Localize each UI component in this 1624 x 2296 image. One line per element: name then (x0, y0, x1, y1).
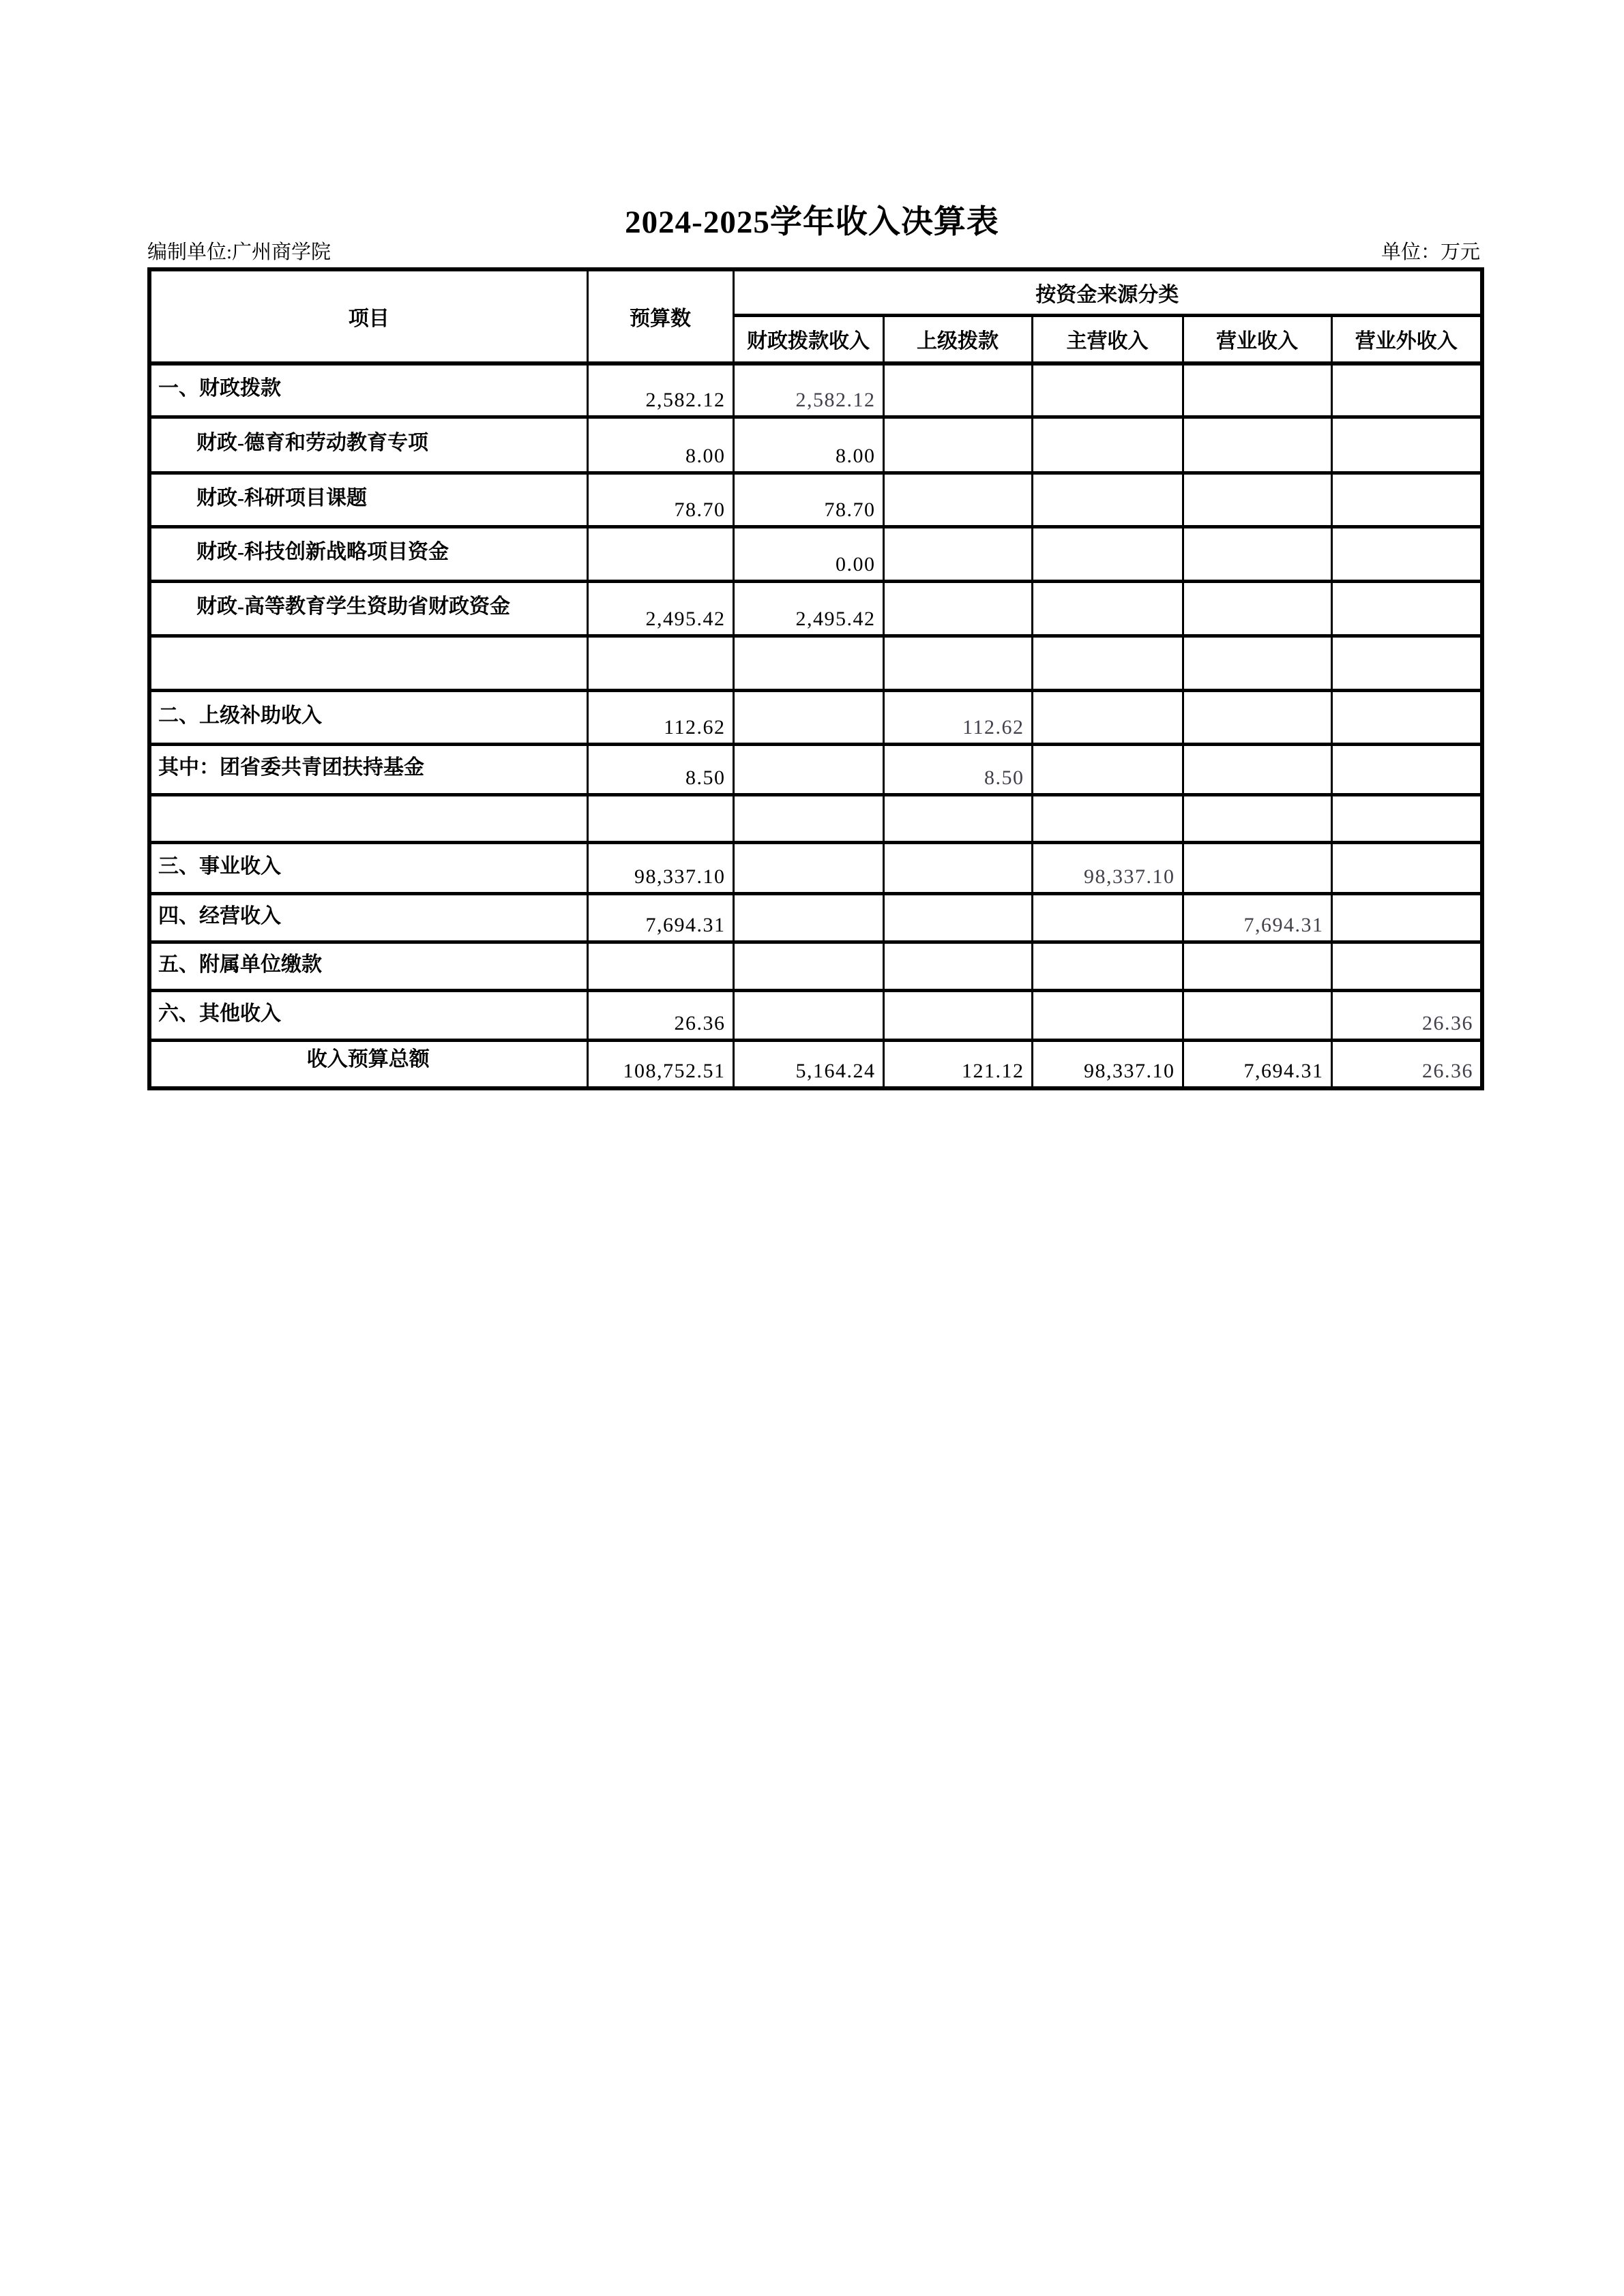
cell-budget: 8.00 (587, 417, 733, 473)
cell-operating-income (1183, 690, 1331, 744)
cell-non-operating-income (1331, 417, 1482, 473)
cell-operating-income (1183, 942, 1331, 990)
cell-main-income (1032, 744, 1183, 794)
cell-superior-grant (883, 526, 1032, 581)
cell-fiscal-grant-income (733, 893, 883, 942)
cell-budget: 2,582.12 (587, 363, 733, 417)
cell-superior-grant (883, 942, 1032, 990)
cell-non-operating-income (1331, 636, 1482, 690)
cell-budget: 2,495.42 (587, 581, 733, 636)
row-label (149, 636, 587, 690)
cell-budget: 78.70 (587, 473, 733, 526)
cell-superior-grant: 112.62 (883, 690, 1032, 744)
cell-fiscal-grant-income: 2,582.12 (733, 363, 883, 417)
cell-non-operating-income (1331, 526, 1482, 581)
cell-superior-grant: 121.12 (883, 1040, 1032, 1088)
cell-main-income (1032, 990, 1183, 1040)
row-label: 其中：团省委共青团扶持基金 (149, 744, 587, 794)
cell-operating-income: 7,694.31 (1183, 1040, 1331, 1088)
cell-budget (587, 794, 733, 842)
cell-fiscal-grant-income (733, 942, 883, 990)
cell-main-income (1032, 893, 1183, 942)
cell-budget (587, 636, 733, 690)
cell-operating-income (1183, 842, 1331, 893)
cell-main-income: 98,337.10 (1032, 1040, 1183, 1088)
cell-fiscal-grant-income: 78.70 (733, 473, 883, 526)
cell-main-income (1032, 794, 1183, 842)
cell-budget (587, 942, 733, 990)
header-non-operating-income: 营业外收入 (1331, 315, 1482, 363)
cell-budget: 108,752.51 (587, 1040, 733, 1088)
cell-superior-grant: 8.50 (883, 744, 1032, 794)
table-row (149, 744, 1482, 794)
cell-superior-grant (883, 636, 1032, 690)
cell-non-operating-income: 26.36 (1331, 990, 1482, 1040)
cell-operating-income (1183, 794, 1331, 842)
row-label: 一、财政拨款 (149, 363, 587, 417)
row-label: 财政-高等教育学生资助省财政资金 (149, 581, 587, 636)
header-main-income: 主营收入 (1032, 315, 1183, 363)
cell-budget: 8.50 (587, 744, 733, 794)
table-row-total (149, 1040, 1482, 1088)
cell-superior-grant (883, 893, 1032, 942)
row-label: 二、上级补助收入 (149, 690, 587, 744)
cell-main-income (1032, 581, 1183, 636)
table-row (149, 526, 1482, 581)
cell-operating-income (1183, 990, 1331, 1040)
header-item: 项目 (149, 269, 587, 363)
cell-superior-grant (883, 990, 1032, 1040)
prepared-by-label: 编制单位:广州商学院 (147, 241, 331, 263)
income-statement-table (147, 267, 1484, 1090)
cell-main-income (1032, 942, 1183, 990)
table-row (149, 990, 1482, 1040)
table-row (149, 690, 1482, 744)
row-label: 财政-科技创新战略项目资金 (149, 526, 587, 581)
cell-fiscal-grant-income (733, 842, 883, 893)
cell-non-operating-income (1331, 842, 1482, 893)
cell-operating-income (1183, 526, 1331, 581)
table-row (149, 794, 1482, 842)
cell-fiscal-grant-income (733, 690, 883, 744)
cell-main-income (1032, 363, 1183, 417)
cell-operating-income (1183, 363, 1331, 417)
cell-operating-income (1183, 417, 1331, 473)
cell-fiscal-grant-income: 0.00 (733, 526, 883, 581)
table-row (149, 942, 1482, 990)
cell-non-operating-income (1331, 794, 1482, 842)
cell-budget: 26.36 (587, 990, 733, 1040)
cell-non-operating-income (1331, 942, 1482, 990)
page-title: 2024-2025学年收入决算表 (625, 205, 999, 240)
cell-fiscal-grant-income: 2,495.42 (733, 581, 883, 636)
header-budget: 预算数 (587, 269, 733, 363)
cell-budget: 98,337.10 (587, 842, 733, 893)
cell-non-operating-income: 26.36 (1331, 1040, 1482, 1088)
cell-operating-income (1183, 636, 1331, 690)
row-label: 收入预算总额 (149, 1040, 587, 1088)
row-label (149, 794, 587, 842)
row-label: 财政-科研项目课题 (149, 473, 587, 526)
cell-non-operating-income (1331, 744, 1482, 794)
cell-superior-grant (883, 794, 1032, 842)
cell-budget (587, 526, 733, 581)
cell-main-income (1032, 417, 1183, 473)
meta-line (147, 235, 1480, 265)
table-row (149, 473, 1482, 526)
table-row (149, 581, 1482, 636)
table-row (149, 363, 1482, 417)
cell-fiscal-grant-income (733, 636, 883, 690)
cell-fiscal-grant-income: 8.00 (733, 417, 883, 473)
header-fiscal-grant-income: 财政拨款收入 (733, 315, 883, 363)
cell-main-income (1032, 690, 1183, 744)
table-row (149, 893, 1482, 942)
cell-superior-grant (883, 417, 1032, 473)
cell-non-operating-income (1331, 363, 1482, 417)
cell-fiscal-grant-income (733, 744, 883, 794)
cell-fiscal-grant-income (733, 794, 883, 842)
cell-non-operating-income (1331, 690, 1482, 744)
table-row (149, 417, 1482, 473)
header-superior-grant: 上级拨款 (883, 315, 1032, 363)
row-label: 四、经营收入 (149, 893, 587, 942)
cell-superior-grant (883, 581, 1032, 636)
cell-operating-income (1183, 581, 1331, 636)
cell-operating-income (1183, 744, 1331, 794)
row-label: 财政-德育和劳动教育专项 (149, 417, 587, 473)
cell-budget: 7,694.31 (587, 893, 733, 942)
cell-operating-income (1183, 473, 1331, 526)
cell-superior-grant (883, 473, 1032, 526)
table-row (149, 636, 1482, 690)
cell-main-income (1032, 526, 1183, 581)
cell-superior-grant (883, 363, 1032, 417)
cell-main-income: 98,337.10 (1032, 842, 1183, 893)
cell-non-operating-income (1331, 473, 1482, 526)
header-operating-income: 营业收入 (1183, 315, 1331, 363)
table-row (149, 842, 1482, 893)
header-row-1 (149, 269, 1482, 315)
row-label: 六、其他收入 (149, 990, 587, 1040)
cell-non-operating-income (1331, 581, 1482, 636)
cell-fiscal-grant-income (733, 990, 883, 1040)
row-label: 三、事业收入 (149, 842, 587, 893)
cell-main-income (1032, 473, 1183, 526)
cell-main-income (1032, 636, 1183, 690)
cell-operating-income: 7,694.31 (1183, 893, 1331, 942)
row-label: 五、附属单位缴款 (149, 942, 587, 990)
cell-fiscal-grant-income: 5,164.24 (733, 1040, 883, 1088)
unit-label: 单位：万元 (1381, 241, 1480, 263)
cell-budget: 112.62 (587, 690, 733, 744)
cell-superior-grant (883, 842, 1032, 893)
header-source-group: 按资金来源分类 (733, 269, 1482, 315)
cell-non-operating-income (1331, 893, 1482, 942)
